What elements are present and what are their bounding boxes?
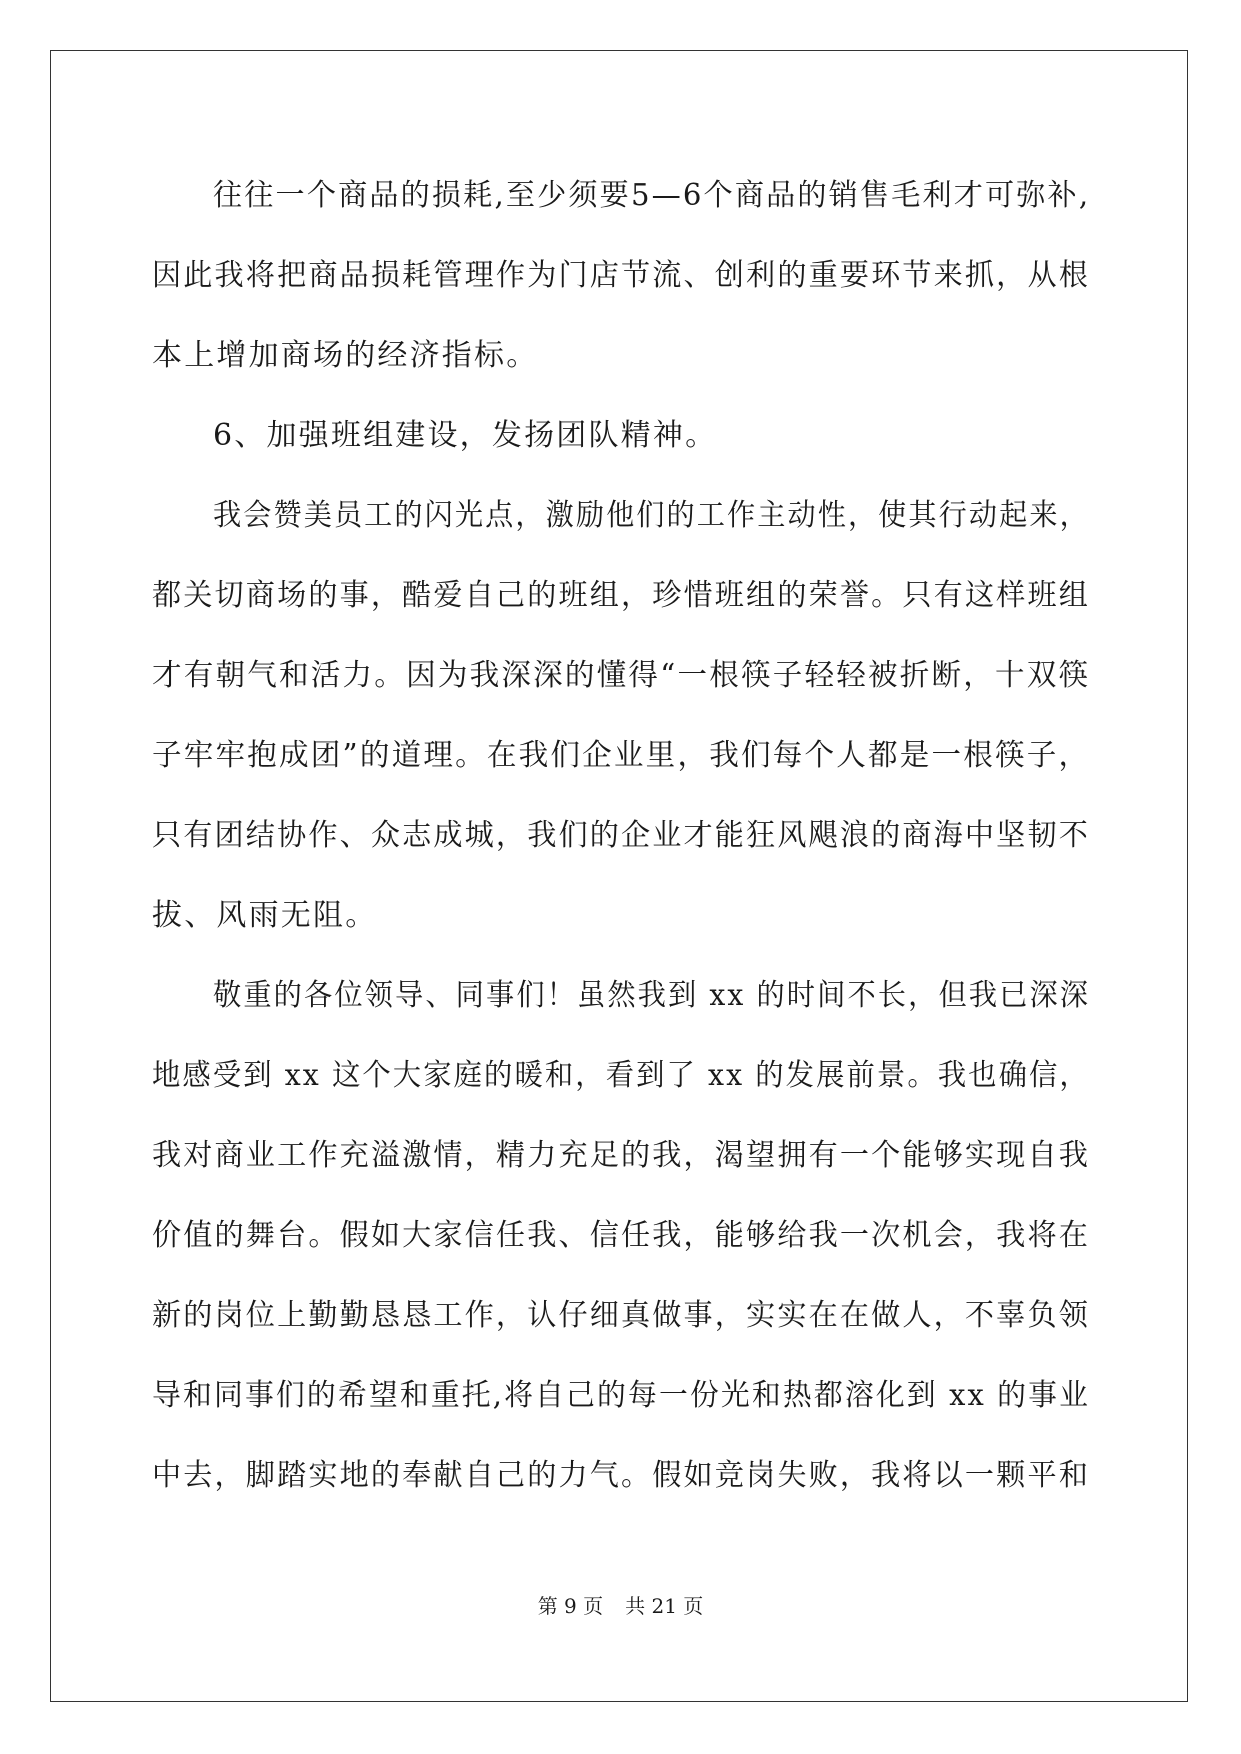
- page-total: 共 21 页: [625, 1594, 704, 1618]
- paragraph-line: 只有团结协作、众志成城，我们的企业才能狂风飓浪的商海中坚韧不: [152, 818, 1090, 853]
- paragraph-line: 新的岗位上勤勤恳恳工作，认仔细真做事，实实在在做人，不辜负领: [152, 1298, 1090, 1333]
- paragraph-line: 价值的舞台。假如大家信任我、信任我，能够给我一次机会，我将在: [152, 1218, 1090, 1253]
- page-number: 第 9 页: [537, 1594, 604, 1618]
- paragraph-line: 都关切商场的事，酷爱自己的班组，珍惜班组的荣誉。只有这样班组: [152, 578, 1090, 613]
- paragraph-line: 地感受到 xx 这个大家庭的暖和，看到了 xx 的发展前景。我也确信，: [152, 1058, 1090, 1093]
- paragraph-line: 敬重的各位领导、同事们！虽然我到 xx 的时间不长，但我已深深: [213, 978, 1091, 1013]
- paragraph-line: 因此我将把商品损耗管理作为门店节流、创利的重要环节来抓，从根: [152, 258, 1090, 293]
- paragraph-line: 子牢牢抱成团”的道理。在我们企业里，我们每个人都是一根筷子，: [152, 738, 1091, 773]
- paragraph-line: 本上增加商场的经济指标。: [152, 338, 539, 373]
- paragraph-line: 中去，脚踏实地的奉献自己的力气。假如竞岗失败，我将以一颗平和: [152, 1458, 1090, 1493]
- paragraph-line: 才有朝气和活力。因为我深深的懂得“一根筷子轻轻被折断，十双筷: [152, 658, 1091, 693]
- paragraph-line: 导和同事们的希望和重托,将自己的每一份光和热都溶化到 xx 的事业: [152, 1378, 1091, 1413]
- page-footer: [0, 1594, 1241, 1618]
- paragraph-line: 我会赞美员工的闪光点，激励他们的工作主动性，使其行动起来，: [213, 498, 1090, 533]
- section-heading: 6、加强班组建设，发扬团队精神。: [213, 418, 718, 453]
- page-border: [50, 50, 1188, 1702]
- paragraph-line: 拔、风雨无阻。: [152, 898, 378, 933]
- paragraph-line: 我对商业工作充溢激情，精力充足的我，渴望拥有一个能够实现自我: [152, 1138, 1090, 1173]
- paragraph-line: 往往一个商品的损耗,至少须要5—6个商品的销售毛利才可弥补,: [213, 178, 1091, 213]
